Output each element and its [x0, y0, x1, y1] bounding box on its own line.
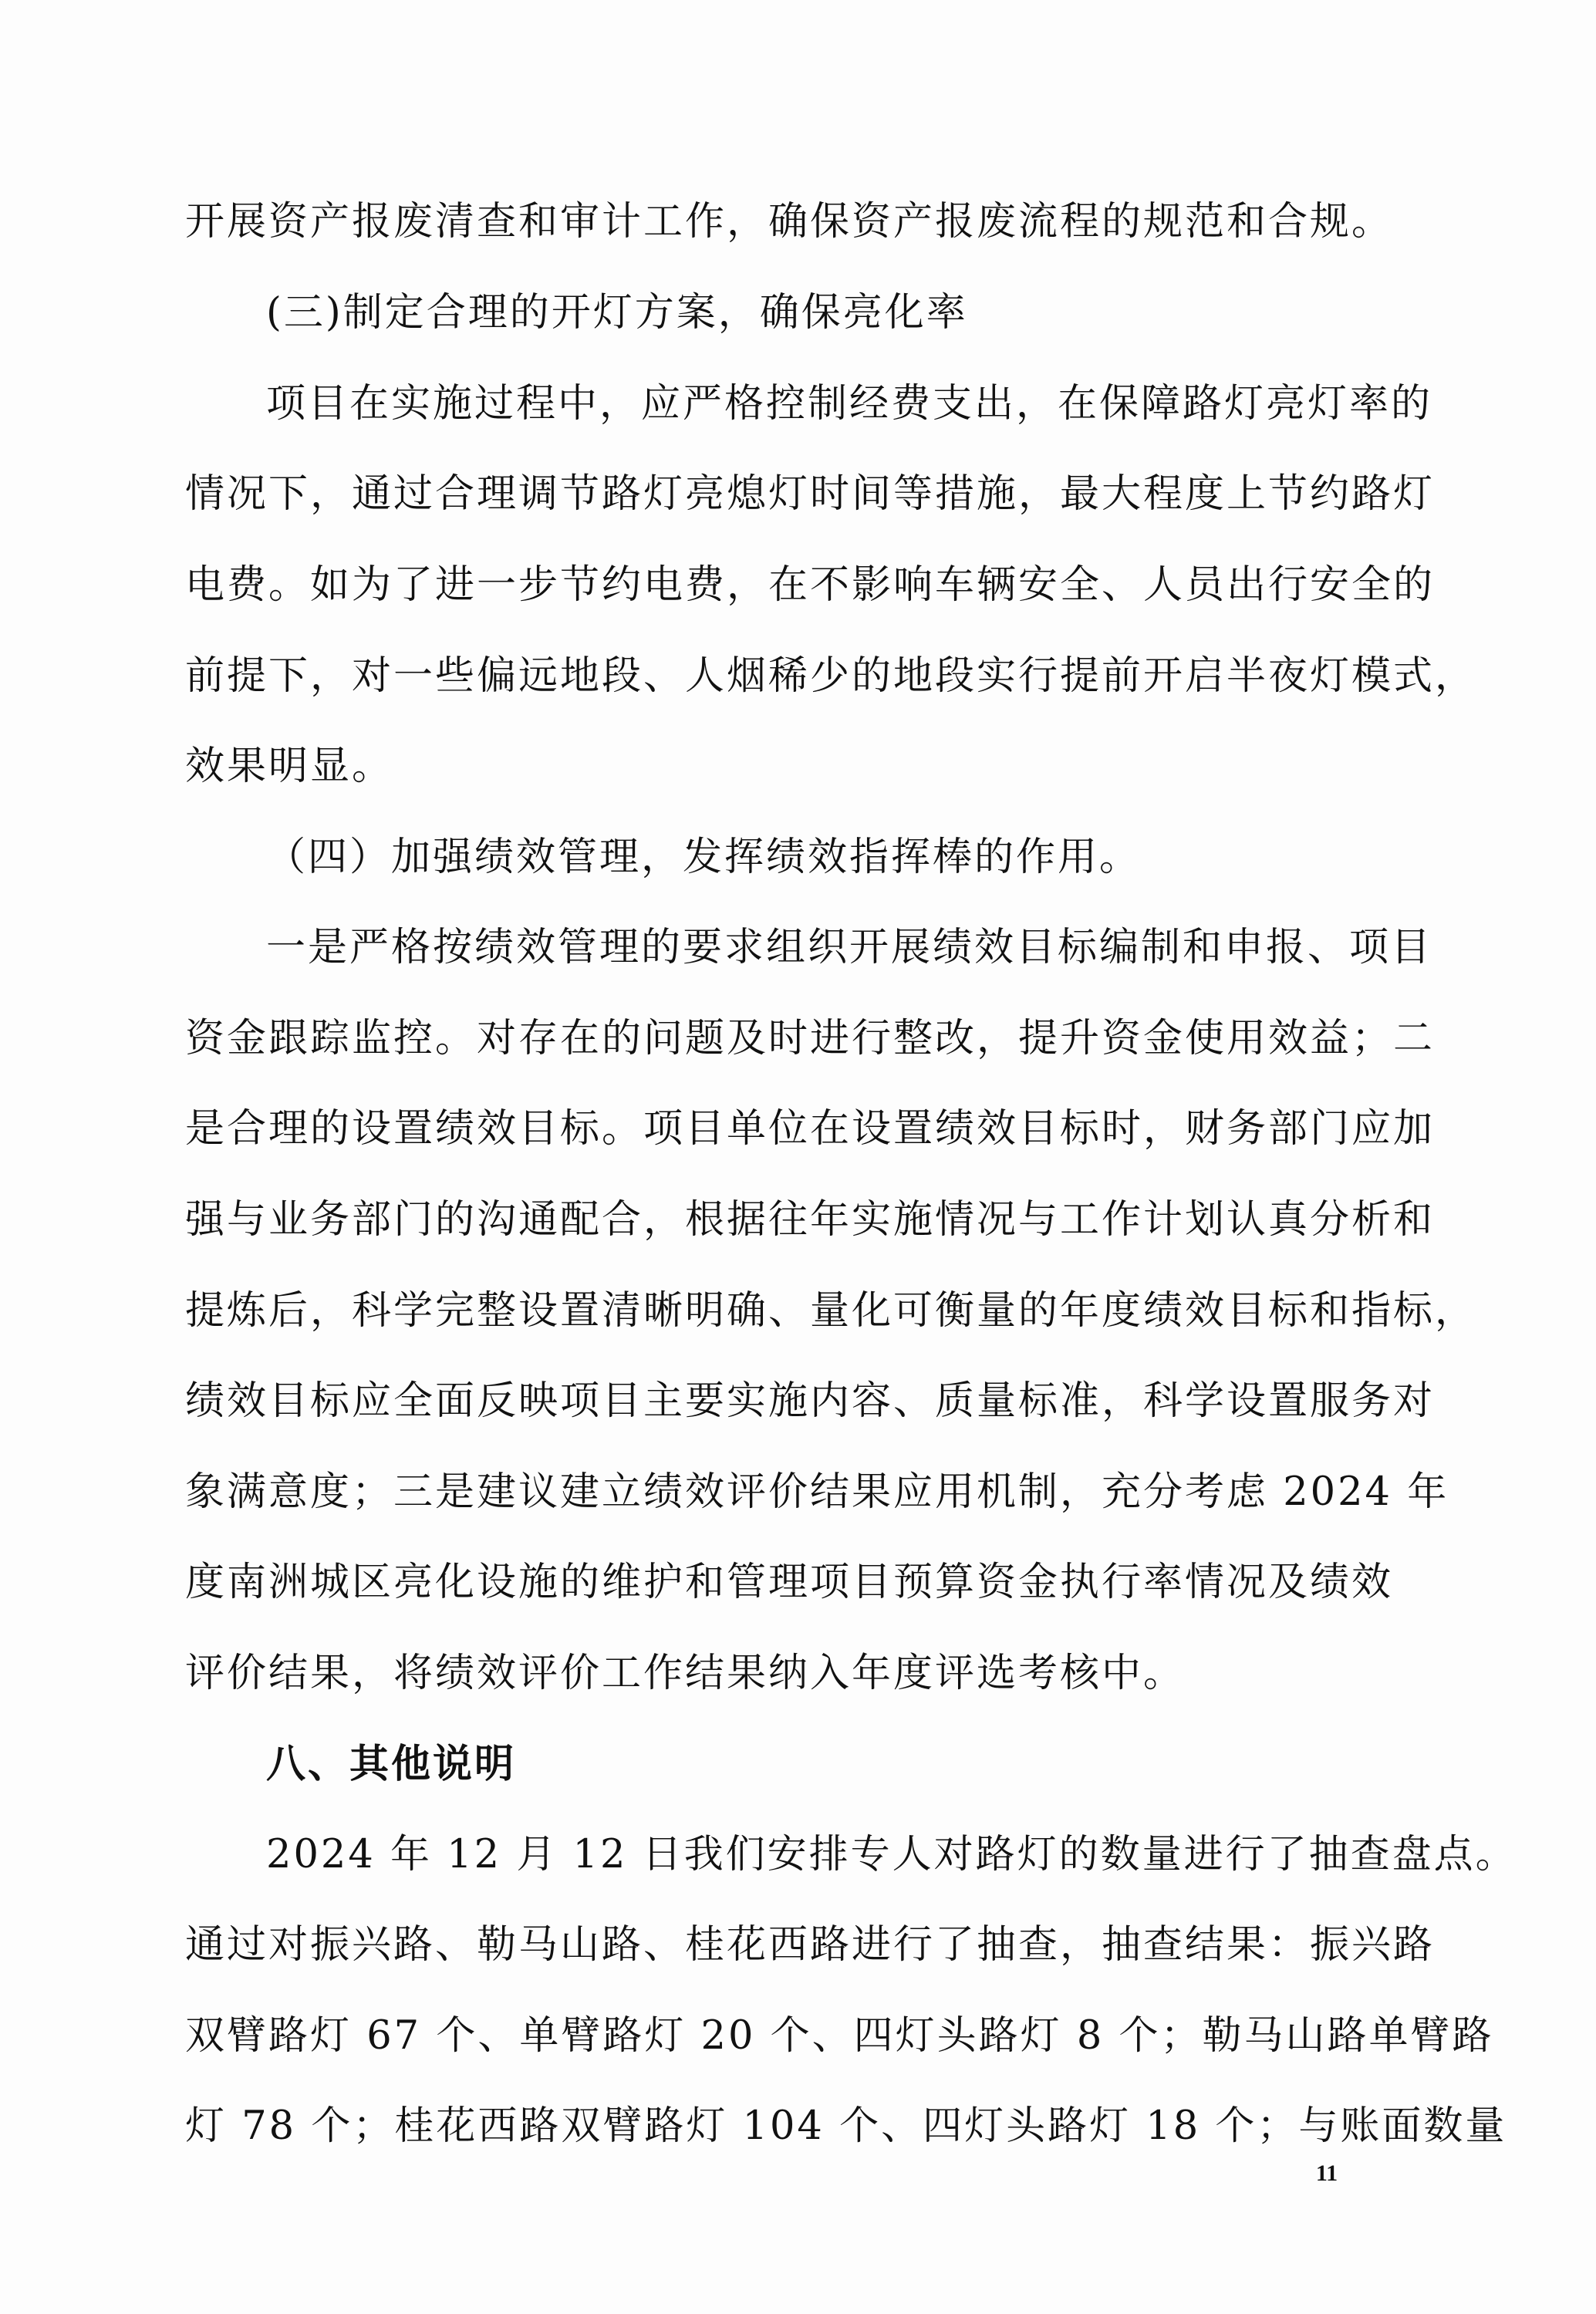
text-line: 强与业务部门的沟通配合，根据往年实施情况与工作计划认真分析和: [185, 1197, 1436, 1243]
text-line: 电费。如为了进一步节约电费，在不影响车辆安全、人员出行安全的: [185, 562, 1436, 608]
text-line: 通过对振兴路、勒马山路、桂花西路进行了抽查，抽查结果：振兴路: [185, 1922, 1436, 1968]
text-line: 提炼后，科学完整设置清晰明确、量化可衡量的年度绩效目标和指标，: [185, 1288, 1477, 1334]
section-heading: 八、其他说明: [266, 1741, 517, 1787]
text-line: 资金跟踪监控。对存在的问题及时进行整改，提升资金使用效益；二: [185, 1016, 1436, 1061]
text-line: 开展资产报废清查和审计工作，确保资产报废流程的规范和合规。: [185, 199, 1394, 245]
text-line: 一是严格按绩效管理的要求组织开展绩效目标编制和申报、项目: [266, 925, 1433, 970]
text-line: 双臂路灯 67 个、单臂路灯 20 个、四灯头路灯 8 个；勒马山路单臂路: [185, 2013, 1494, 2059]
text-line: 2024 年 12 月 12 日我们安排专人对路灯的数量进行了抽查盘点。: [266, 1832, 1517, 1877]
text-line: 象满意度；三是建议建立绩效评价结果应用机制，充分考虑 2024 年: [185, 1469, 1449, 1515]
text-line: 是合理的设置绩效目标。项目单位在设置绩效目标时，财务部门应加: [185, 1106, 1436, 1152]
text-line: 项目在实施过程中，应严格控制经费支出，在保障路灯亮灯率的: [266, 381, 1433, 427]
text-line: 度南洲城区亮化设施的维护和管理项目预算资金执行率情况及绩效: [185, 1560, 1394, 1605]
text-line: 评价结果，将绩效评价工作结果纳入年度评选考核中。: [185, 1651, 1186, 1696]
text-line: 前提下，对一些偏远地段、人烟稀少的地段实行提前开启半夜灯模式，: [185, 653, 1477, 699]
page-number: 11: [1315, 2161, 1338, 2186]
text-line: 灯 78 个；桂花西路双臂路灯 104 个、四灯头路灯 18 个；与账面数量: [185, 2103, 1507, 2149]
section-heading: (三)制定合理的开灯方案，确保亮化率: [266, 290, 968, 336]
text-line: 效果明显。: [185, 744, 394, 789]
section-heading: （四）加强绩效管理，发挥绩效指挥棒的作用。: [266, 835, 1142, 880]
text-line: 绩效目标应全面反映项目主要实施内容、质量标准，科学设置服务对: [185, 1378, 1436, 1424]
text-line: 情况下，通过合理调节路灯亮熄灯时间等措施，最大程度上节约路灯: [185, 471, 1436, 517]
